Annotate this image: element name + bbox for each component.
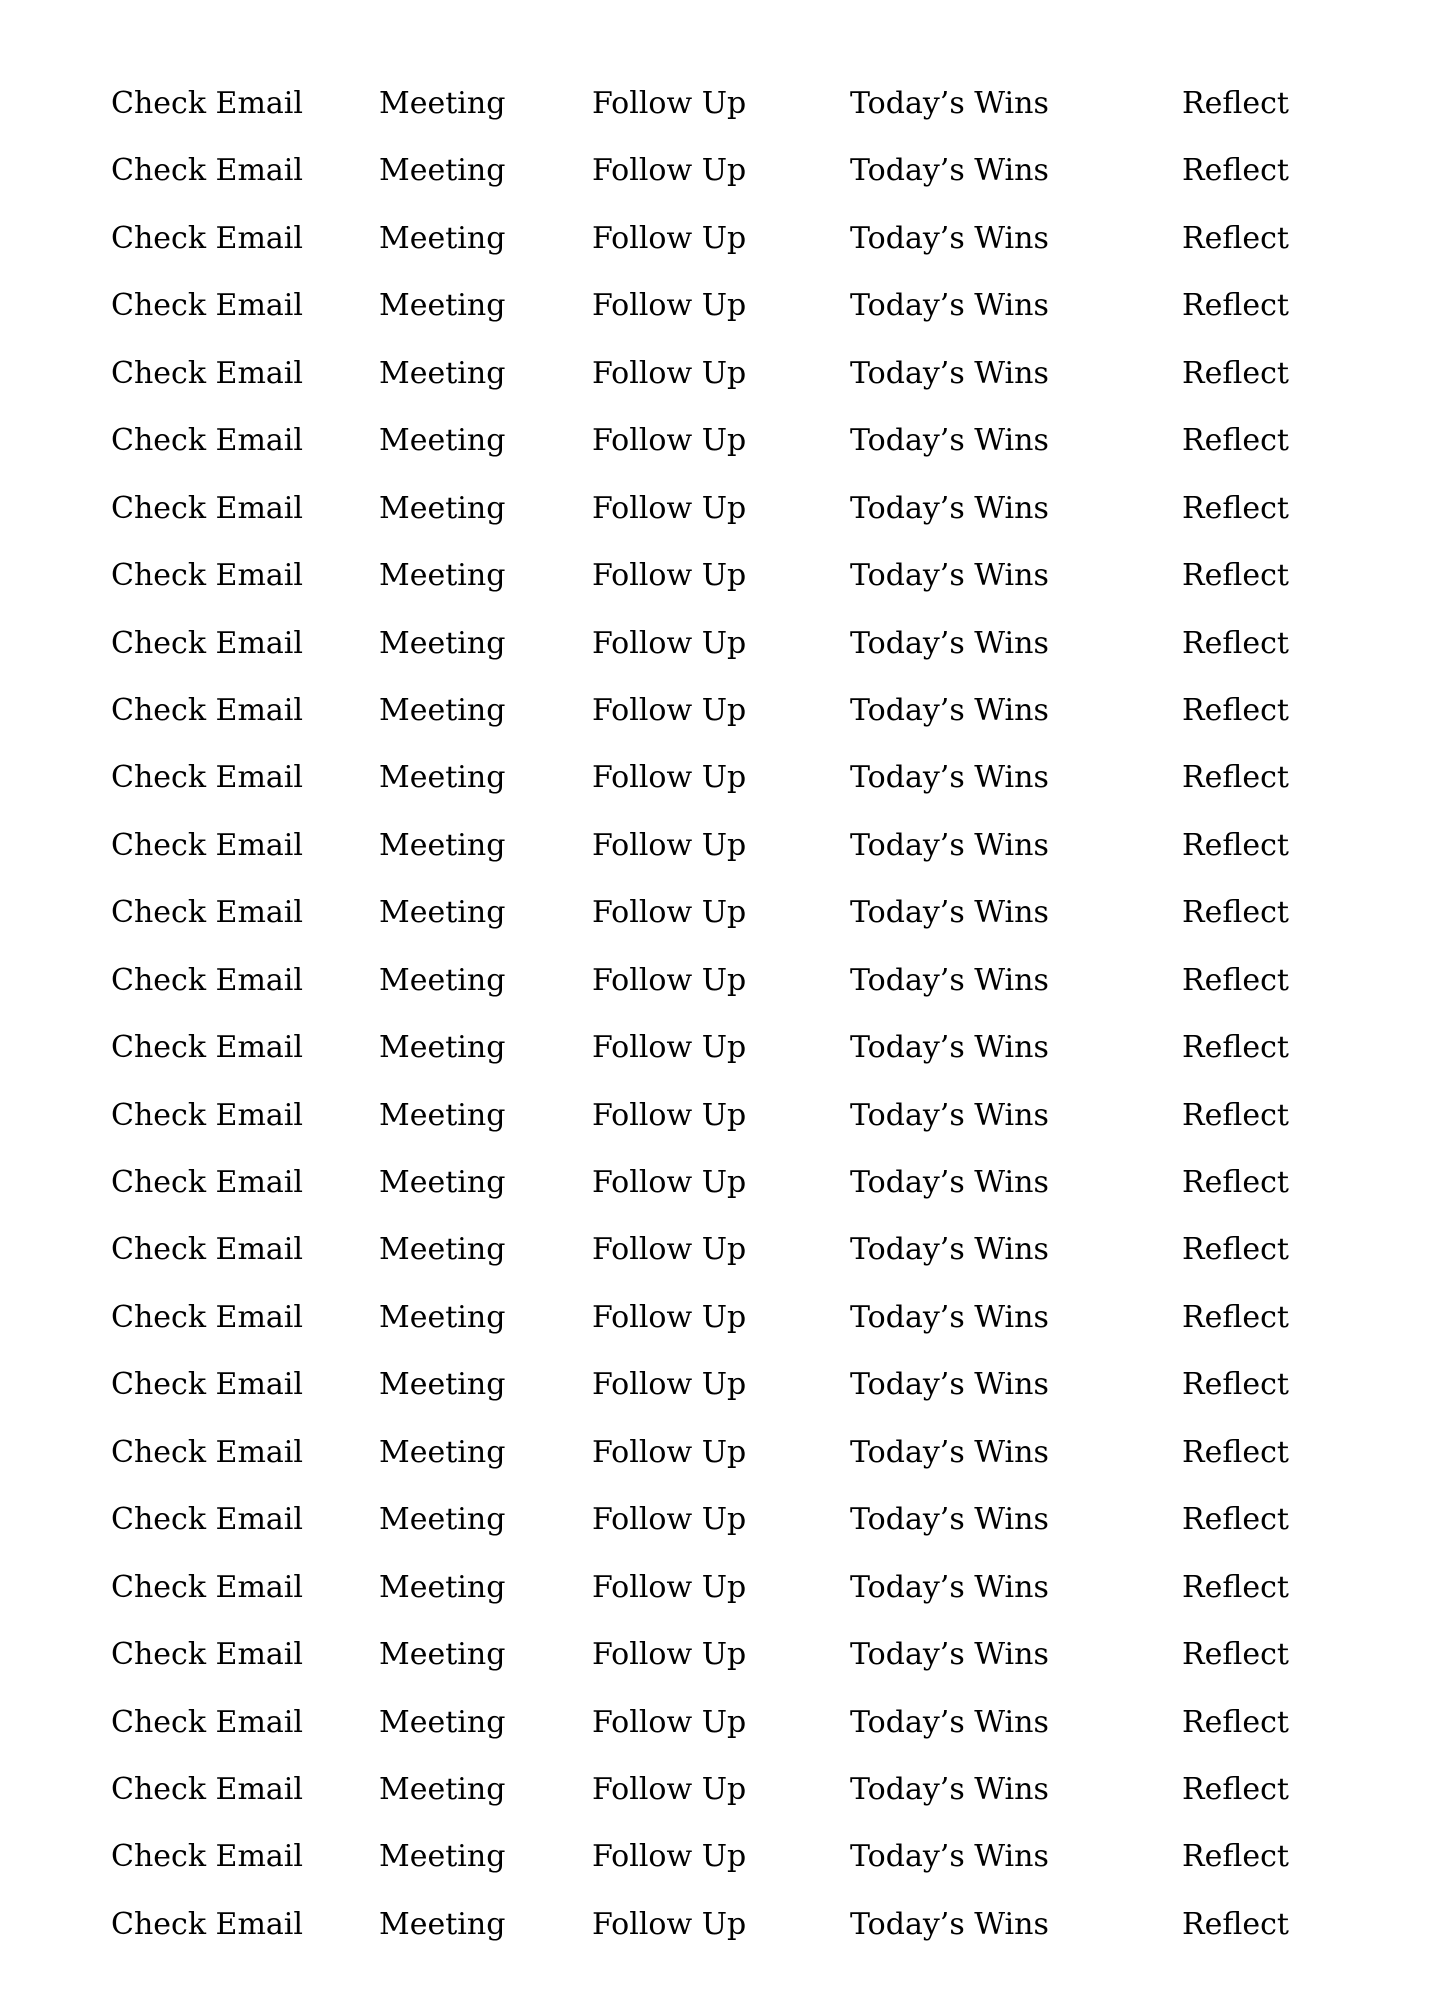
reflect-label: Reflect <box>1182 288 1289 324</box>
todays-wins-label: Today’s Wins <box>850 1367 1049 1403</box>
todays-wins-label: Today’s Wins <box>850 1839 1049 1875</box>
check-email-label: Check Email <box>111 625 303 661</box>
follow-up-label: Follow Up <box>592 86 747 121</box>
todays-wins-label: Today’s Wins <box>850 1030 1049 1066</box>
check-email-label: Check Email <box>111 1165 303 1200</box>
todays-wins-label: Today’s Wins <box>850 692 1049 728</box>
follow-up-label: Follow Up <box>592 1771 747 1807</box>
todays-wins-label: Today’s Wins <box>850 288 1049 324</box>
check-email-label: Check Email <box>111 760 303 796</box>
todays-wins-label: Today’s Wins <box>850 1569 1049 1605</box>
follow-up-label: Follow Up <box>592 1704 747 1740</box>
check-email-label: Check Email <box>111 962 303 998</box>
todays-wins-label: Today’s Wins <box>850 895 1049 931</box>
todays-wins-label: Today’s Wins <box>850 1906 1049 1942</box>
meeting-label: Meeting <box>379 1637 506 1673</box>
sticker-rows <box>0 86 1429 1992</box>
todays-wins-label: Today’s Wins <box>850 625 1049 661</box>
todays-wins-label: Today’s Wins <box>850 1232 1049 1268</box>
reflect-label: Reflect <box>1182 1839 1289 1875</box>
meeting-label: Meeting <box>379 827 506 863</box>
follow-up-label: Follow Up <box>592 1232 747 1268</box>
check-email-label: Check Email <box>111 490 303 526</box>
check-email-label: Check Email <box>111 86 303 121</box>
check-email-label: Check Email <box>111 1502 303 1538</box>
check-email-label: Check Email <box>111 1839 303 1875</box>
reflect-label: Reflect <box>1182 86 1289 121</box>
meeting-label: Meeting <box>379 1704 506 1740</box>
todays-wins-label: Today’s Wins <box>850 558 1049 594</box>
check-email-label: Check Email <box>111 153 303 189</box>
meeting-label: Meeting <box>379 1367 506 1403</box>
reflect-label: Reflect <box>1182 1434 1289 1470</box>
follow-up-label: Follow Up <box>592 220 747 256</box>
reflect-label: Reflect <box>1182 1097 1289 1133</box>
meeting-label: Meeting <box>379 423 506 459</box>
meeting-label: Meeting <box>379 1434 506 1470</box>
follow-up-label: Follow Up <box>592 1839 747 1875</box>
follow-up-label: Follow Up <box>592 1569 747 1605</box>
meeting-label: Meeting <box>379 288 506 324</box>
reflect-label: Reflect <box>1182 962 1289 998</box>
follow-up-label: Follow Up <box>592 1165 747 1200</box>
follow-up-label: Follow Up <box>592 1030 747 1066</box>
check-email-label: Check Email <box>111 1771 303 1807</box>
follow-up-label: Follow Up <box>592 558 747 594</box>
follow-up-label: Follow Up <box>592 625 747 661</box>
reflect-label: Reflect <box>1182 1637 1289 1673</box>
reflect-label: Reflect <box>1182 1165 1289 1200</box>
check-email-label: Check Email <box>111 1569 303 1605</box>
check-email-label: Check Email <box>111 827 303 863</box>
sticker-row <box>0 1906 1429 1992</box>
reflect-label: Reflect <box>1182 1704 1289 1740</box>
check-email-label: Check Email <box>111 1367 303 1403</box>
reflect-label: Reflect <box>1182 1502 1289 1538</box>
todays-wins-label: Today’s Wins <box>850 1637 1049 1673</box>
reflect-label: Reflect <box>1182 1030 1289 1066</box>
meeting-label: Meeting <box>379 1097 506 1133</box>
follow-up-label: Follow Up <box>592 895 747 931</box>
reflect-label: Reflect <box>1182 1906 1289 1942</box>
follow-up-label: Follow Up <box>592 355 747 391</box>
meeting-label: Meeting <box>379 1299 506 1335</box>
follow-up-label: Follow Up <box>592 1299 747 1335</box>
todays-wins-label: Today’s Wins <box>850 1704 1049 1740</box>
follow-up-label: Follow Up <box>592 1502 747 1538</box>
reflect-label: Reflect <box>1182 692 1289 728</box>
check-email-label: Check Email <box>111 895 303 931</box>
follow-up-label: Follow Up <box>592 760 747 796</box>
todays-wins-label: Today’s Wins <box>850 423 1049 459</box>
todays-wins-label: Today’s Wins <box>850 1771 1049 1807</box>
check-email-label: Check Email <box>111 423 303 459</box>
follow-up-label: Follow Up <box>592 1097 747 1133</box>
todays-wins-label: Today’s Wins <box>850 1502 1049 1538</box>
follow-up-label: Follow Up <box>592 1637 747 1673</box>
follow-up-label: Follow Up <box>592 1906 747 1942</box>
meeting-label: Meeting <box>379 1906 506 1942</box>
check-email-label: Check Email <box>111 1097 303 1133</box>
todays-wins-label: Today’s Wins <box>850 1165 1049 1200</box>
follow-up-label: Follow Up <box>592 288 747 324</box>
reflect-label: Reflect <box>1182 760 1289 796</box>
check-email-label: Check Email <box>111 355 303 391</box>
meeting-label: Meeting <box>379 962 506 998</box>
reflect-label: Reflect <box>1182 558 1289 594</box>
meeting-label: Meeting <box>379 490 506 526</box>
todays-wins-label: Today’s Wins <box>850 1434 1049 1470</box>
meeting-label: Meeting <box>379 1030 506 1066</box>
todays-wins-label: Today’s Wins <box>850 355 1049 391</box>
todays-wins-label: Today’s Wins <box>850 1299 1049 1335</box>
reflect-label: Reflect <box>1182 1367 1289 1403</box>
todays-wins-label: Today’s Wins <box>850 153 1049 189</box>
todays-wins-label: Today’s Wins <box>850 962 1049 998</box>
meeting-label: Meeting <box>379 895 506 931</box>
reflect-label: Reflect <box>1182 895 1289 931</box>
check-email-label: Check Email <box>111 1704 303 1740</box>
meeting-label: Meeting <box>379 1569 506 1605</box>
meeting-label: Meeting <box>379 1502 506 1538</box>
reflect-label: Reflect <box>1182 1299 1289 1335</box>
meeting-label: Meeting <box>379 625 506 661</box>
follow-up-label: Follow Up <box>592 153 747 189</box>
check-email-label: Check Email <box>111 558 303 594</box>
check-email-label: Check Email <box>111 1637 303 1673</box>
reflect-label: Reflect <box>1182 423 1289 459</box>
meeting-label: Meeting <box>379 1165 506 1200</box>
meeting-label: Meeting <box>379 86 506 121</box>
meeting-label: Meeting <box>379 692 506 728</box>
reflect-label: Reflect <box>1182 220 1289 256</box>
reflect-label: Reflect <box>1182 153 1289 189</box>
meeting-label: Meeting <box>379 1232 506 1268</box>
check-email-label: Check Email <box>111 1906 303 1942</box>
todays-wins-label: Today’s Wins <box>850 760 1049 796</box>
reflect-label: Reflect <box>1182 827 1289 863</box>
meeting-label: Meeting <box>379 558 506 594</box>
check-email-label: Check Email <box>111 1299 303 1335</box>
meeting-label: Meeting <box>379 760 506 796</box>
follow-up-label: Follow Up <box>592 1434 747 1470</box>
todays-wins-label: Today’s Wins <box>850 86 1049 121</box>
todays-wins-label: Today’s Wins <box>850 220 1049 256</box>
meeting-label: Meeting <box>379 1839 506 1875</box>
meeting-label: Meeting <box>379 220 506 256</box>
check-email-label: Check Email <box>111 1434 303 1470</box>
meeting-label: Meeting <box>379 1771 506 1807</box>
reflect-label: Reflect <box>1182 1232 1289 1268</box>
check-email-label: Check Email <box>111 692 303 728</box>
meeting-label: Meeting <box>379 355 506 391</box>
check-email-label: Check Email <box>111 288 303 324</box>
meeting-label: Meeting <box>379 153 506 189</box>
check-email-label: Check Email <box>111 1232 303 1268</box>
reflect-label: Reflect <box>1182 625 1289 661</box>
todays-wins-label: Today’s Wins <box>850 490 1049 526</box>
reflect-label: Reflect <box>1182 1771 1289 1807</box>
reflect-label: Reflect <box>1182 1569 1289 1605</box>
todays-wins-label: Today’s Wins <box>850 827 1049 863</box>
follow-up-label: Follow Up <box>592 1367 747 1403</box>
check-email-label: Check Email <box>111 220 303 256</box>
follow-up-label: Follow Up <box>592 423 747 459</box>
follow-up-label: Follow Up <box>592 692 747 728</box>
todays-wins-label: Today’s Wins <box>850 1097 1049 1133</box>
reflect-label: Reflect <box>1182 355 1289 391</box>
reflect-label: Reflect <box>1182 490 1289 526</box>
follow-up-label: Follow Up <box>592 490 747 526</box>
follow-up-label: Follow Up <box>592 962 747 998</box>
check-email-label: Check Email <box>111 1030 303 1066</box>
follow-up-label: Follow Up <box>592 827 747 863</box>
